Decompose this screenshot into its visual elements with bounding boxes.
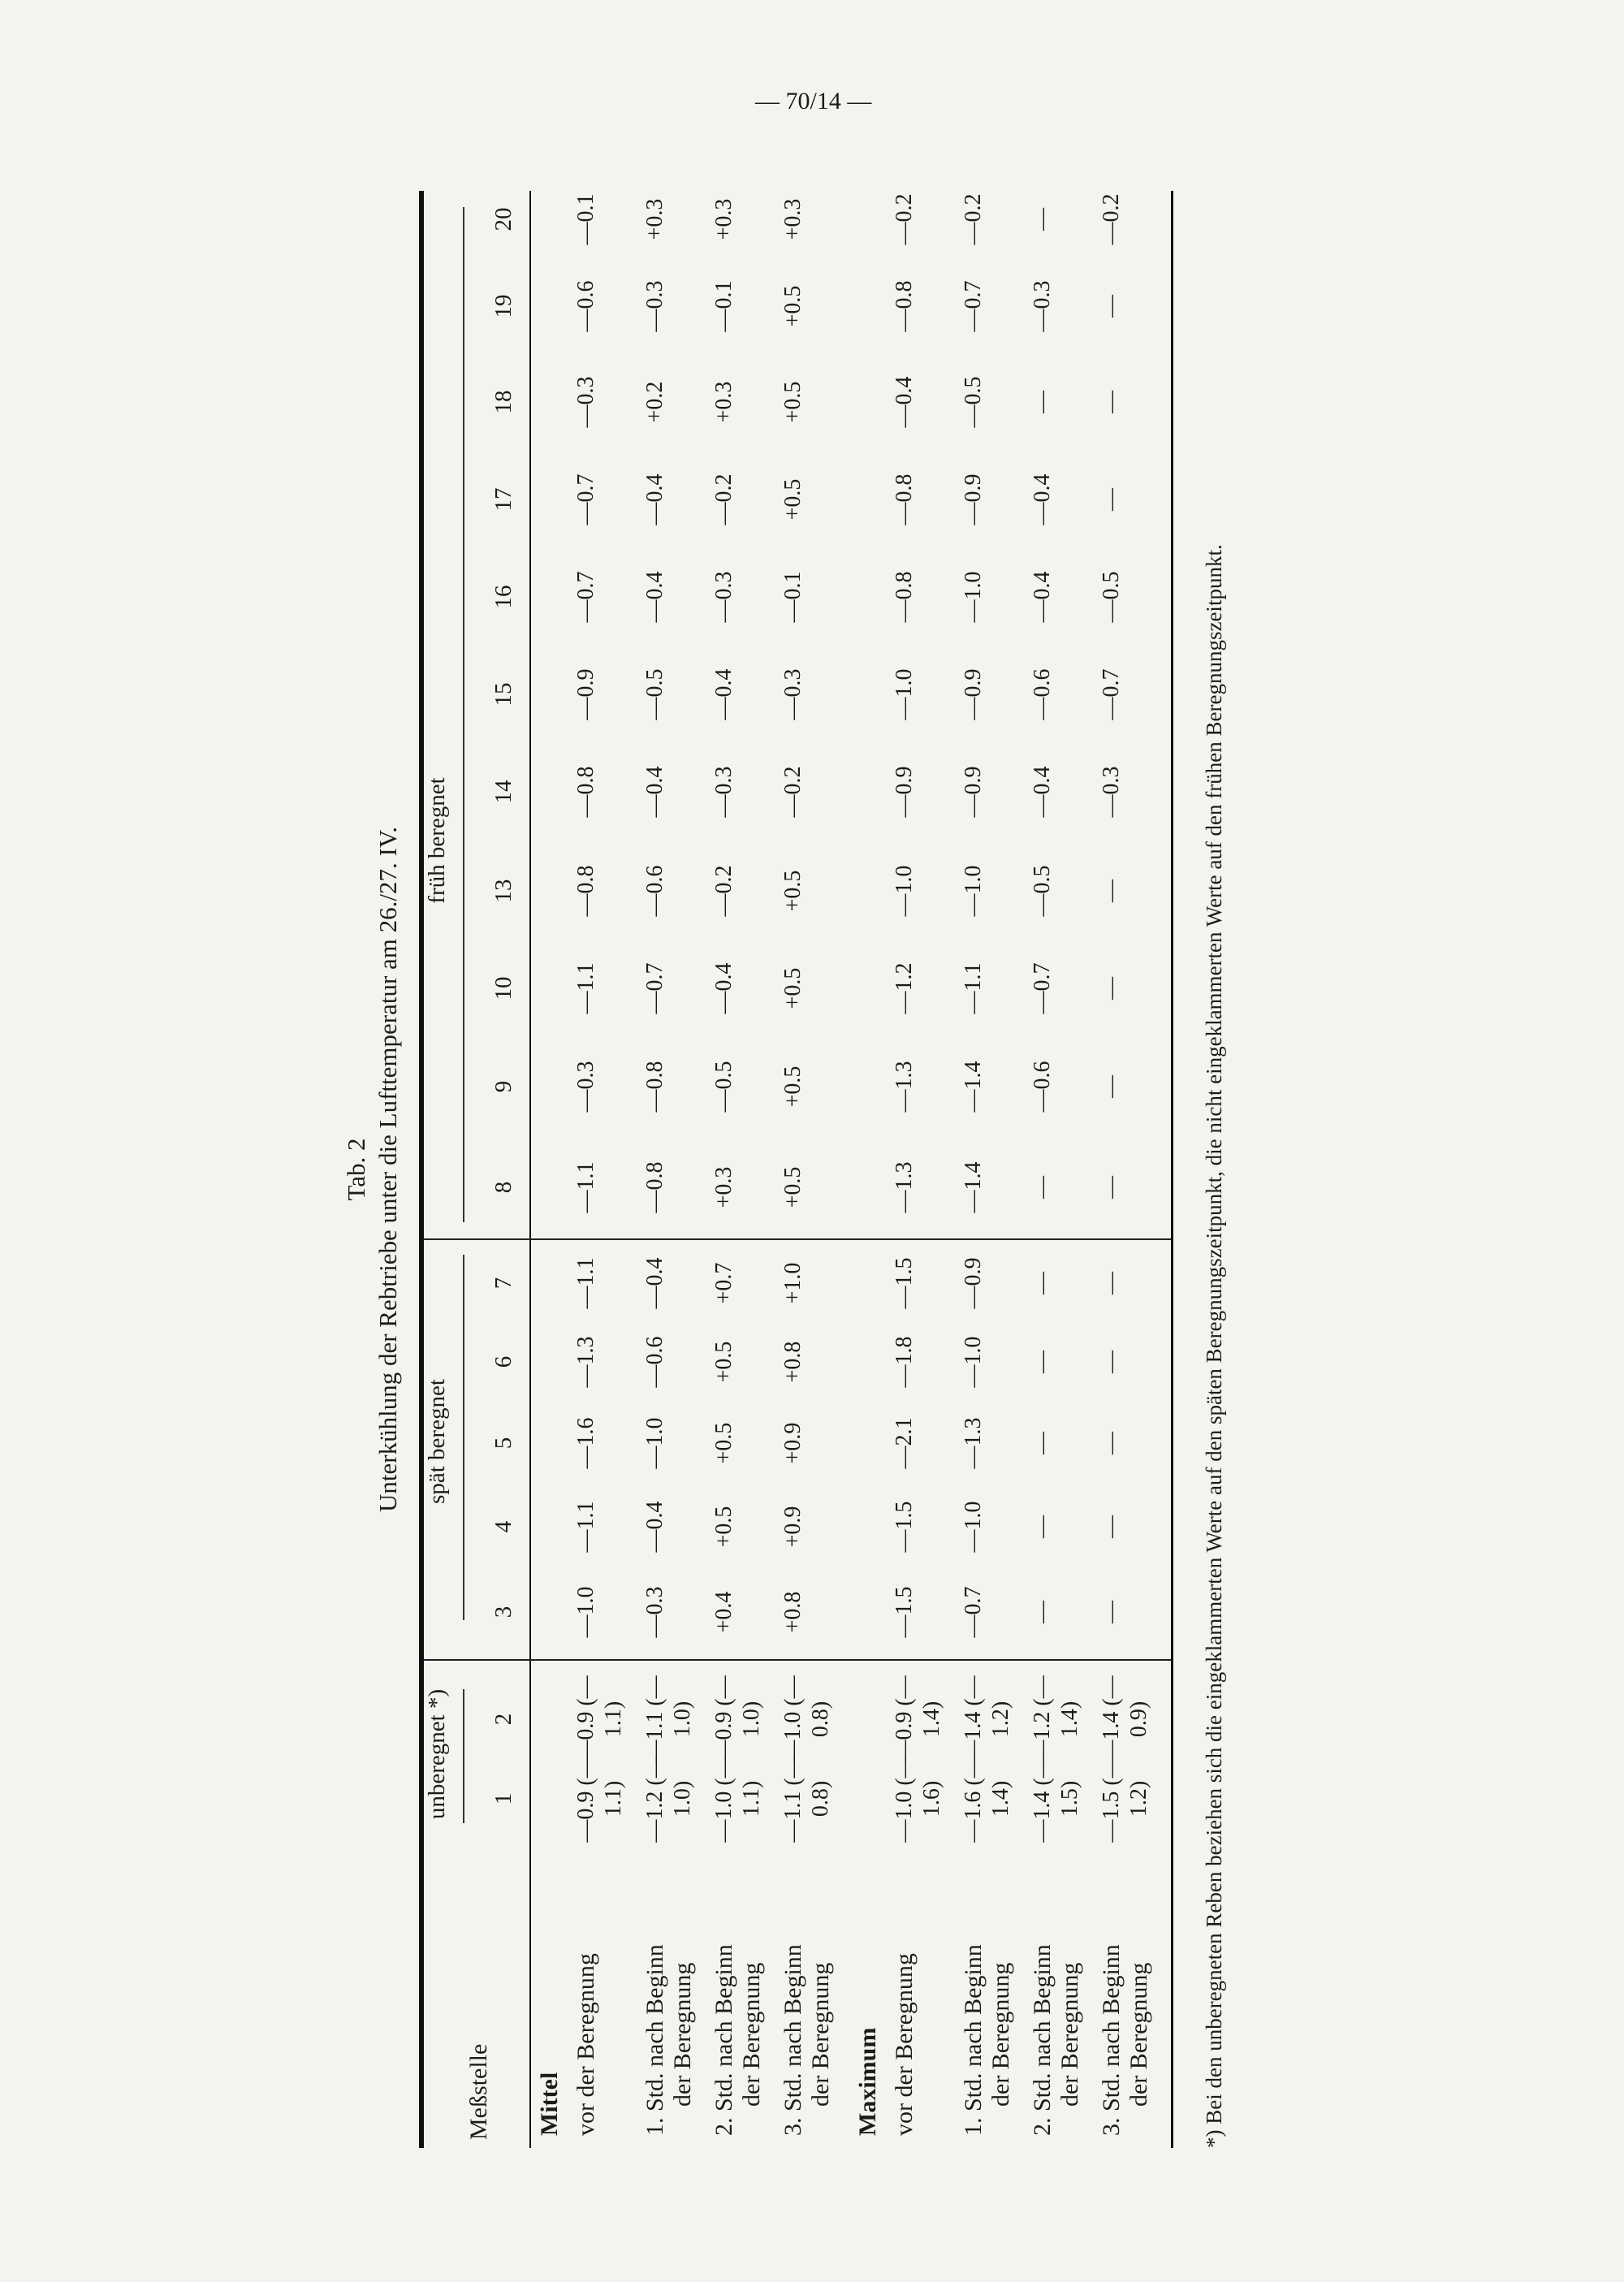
table-cell: —0.4 (642, 1257, 667, 1309)
table-cell: +0.9 (780, 1422, 806, 1464)
table-cell: +0.5 (780, 1166, 806, 1208)
table-cell: —1.1 (—1.0) (642, 1675, 695, 1763)
table-cell: —0.2 (780, 766, 806, 818)
table-cell: —0.7 (573, 571, 598, 623)
table-cell: —0.1 (573, 193, 598, 245)
table-cell: —0.3 (1030, 280, 1055, 332)
table-cell: —1.1 (—0.8) (780, 1755, 833, 1843)
column-number: 5 (490, 1437, 516, 1450)
table-cell: —1.0 (642, 1417, 667, 1469)
table-cell: — (1030, 391, 1055, 413)
table-cell: +0.5 (711, 1341, 736, 1383)
table-cell: —0.3 (711, 766, 736, 818)
table-cell: —0.8 (573, 865, 598, 917)
table-cell: — (1099, 1515, 1124, 1538)
table-cell: —2.1 (892, 1417, 917, 1469)
table-cell: —0.4 (1030, 766, 1055, 818)
row-label-line: 2. Std. nach Beginn (1029, 1944, 1056, 2136)
table-cell: — (1099, 391, 1124, 413)
column-number: 9 (490, 1080, 516, 1093)
table-cell: —0.3 (642, 1586, 667, 1638)
table-cell: +0.5 (780, 1065, 806, 1108)
table-cell: —0.7 (573, 473, 598, 525)
group-label-frueh: früh beregnet (424, 777, 450, 904)
table-cell: —0.7 (1030, 962, 1055, 1014)
table-cell: —0.2 (1099, 193, 1124, 245)
messtelle-header: Meßstelle (465, 2043, 492, 2140)
table-cell: —1.0 (—0.8) (780, 1675, 833, 1763)
table-cell: — (1030, 1272, 1055, 1294)
table-cell: —1.1 (573, 962, 598, 1014)
table-cell: —1.0 (573, 1586, 598, 1638)
table-cell: —1.5 (892, 1586, 917, 1638)
table-cell: —1.0 (961, 1336, 986, 1388)
column-number: 6 (490, 1355, 516, 1368)
table-cell: +0.5 (780, 285, 806, 327)
table-cell: —0.8 (892, 571, 917, 623)
table-cell: —0.9 (—1.1) (573, 1675, 626, 1763)
table-top-rule (419, 191, 424, 2148)
table-cell: —0.3 (711, 571, 736, 623)
row-label (710, 1876, 766, 2136)
table-cell: +0.5 (780, 967, 806, 1009)
row-label-line: 1. Std. nach Beginn (641, 1944, 668, 2136)
table-cell: —0.9 (961, 473, 986, 525)
table-title: Unterkühlung der Rebtriebe unter die Lufttemperatur am 26./27. IV. (374, 827, 402, 1512)
table-cell: — (1030, 1515, 1055, 1538)
column-number: 14 (490, 780, 516, 804)
row-label (641, 1876, 697, 2136)
table-cell: — (1030, 1351, 1055, 1373)
row-label-line: vor der Beregnung (891, 1953, 918, 2136)
table-cell: —1.5 (892, 1257, 917, 1309)
table-cell: —0.3 (642, 280, 667, 332)
row-label-line: der Beregnung (669, 1962, 696, 2107)
row-label (1029, 1876, 1084, 2136)
table-cell: —0.7 (961, 1586, 986, 1638)
row-label (960, 1876, 1015, 2136)
table-cell: —1.0 (961, 1501, 986, 1553)
table-cell: — (1030, 1432, 1055, 1454)
column-number: 16 (490, 585, 516, 609)
table-cell: —0.4 (892, 376, 917, 428)
table-cell: +0.5 (711, 1506, 736, 1548)
table-cell: —0.9 (961, 1257, 986, 1309)
table-cell: —1.0 (961, 865, 986, 917)
table-cell: —0.4 (711, 668, 736, 720)
table-cell: —0.6 (642, 865, 667, 917)
column-number: 2 (490, 1713, 516, 1726)
group-line-frueh (463, 207, 464, 1222)
table-cell: —1.4 (—1.5) (1030, 1755, 1082, 1843)
column-number: 10 (490, 976, 516, 1001)
table-cell: +0.8 (780, 1341, 806, 1383)
table-cell: — (1099, 977, 1124, 1000)
table-cell: —1.6 (—1.4) (961, 1755, 1013, 1843)
column-number: 19 (490, 294, 516, 318)
table-cell: —1.6 (573, 1417, 598, 1469)
table-cell: —1.0 (961, 571, 986, 623)
table-cell: —0.7 (642, 962, 667, 1014)
table-cell: +0.5 (780, 870, 806, 912)
table-cell: —0.9 (961, 668, 986, 720)
table-cell: —0.5 (642, 668, 667, 720)
row-label-line: vor der Beregnung (572, 1953, 599, 2136)
table-cell: —1.3 (892, 1061, 917, 1113)
table-cell: —1.0 (892, 865, 917, 917)
table-cell: +0.3 (780, 198, 806, 240)
row-label-line: der Beregnung (1125, 1962, 1152, 2107)
group-label-unberegnet: unberegnet *) (424, 1688, 450, 1820)
table-cell: —0.7 (1099, 668, 1124, 720)
table-cell: —1.2 (892, 962, 917, 1014)
table-cell: —0.5 (1030, 865, 1055, 917)
table-cell: +0.5 (780, 381, 806, 423)
table-cell: —1.4 (—1.2) (961, 1675, 1013, 1763)
table-cell: —0.6 (642, 1336, 667, 1388)
table-cell: —0.4 (711, 962, 736, 1014)
table-cell: —0.2 (892, 193, 917, 245)
group-label-spaet: spät beregnet (424, 1379, 450, 1504)
table-cell: — (1099, 1601, 1124, 1623)
column-number: 7 (490, 1277, 516, 1290)
table-cell: —0.4 (642, 473, 667, 525)
table-number: Tab. 2 (342, 1138, 370, 1201)
table-cell: —0.2 (711, 865, 736, 917)
row-label (780, 1876, 835, 2136)
table-cell: —1.2 (—1.0) (642, 1755, 695, 1843)
page-number: — 70/14 — (755, 88, 872, 115)
row-label-line: 3. Std. nach Beginn (1098, 1944, 1125, 2136)
section-title: Mittel (536, 2072, 563, 2136)
table-cell: —1.1 (573, 1501, 598, 1553)
table-cell: —1.1 (961, 962, 986, 1014)
table-cell: —0.8 (573, 766, 598, 818)
row-label (572, 1876, 600, 2136)
table-cell: —0.8 (892, 473, 917, 525)
table-cell: —0.5 (1099, 571, 1124, 623)
table-cell: —0.9 (573, 668, 598, 720)
table-cell: — (1099, 488, 1124, 511)
row-label-line: 2. Std. nach Beginn (710, 1944, 737, 2136)
section-title: Maximum (854, 2027, 881, 2136)
table-cell: +0.3 (711, 198, 736, 240)
table-cell: —0.8 (892, 280, 917, 332)
column-number: 20 (490, 207, 516, 231)
column-number: 1 (490, 1792, 516, 1805)
table-cell: —0.4 (1030, 571, 1055, 623)
table-cell: —0.8 (642, 1061, 667, 1113)
table-cell: —1.0 (—1.1) (711, 1755, 764, 1843)
column-number: 13 (490, 879, 516, 903)
table-cell: —0.4 (642, 1501, 667, 1553)
table-cell: —0.3 (573, 1061, 598, 1113)
table-cell: —1.8 (892, 1336, 917, 1388)
table-cell: +0.5 (711, 1422, 736, 1464)
table-cell: —1.3 (961, 1417, 986, 1469)
column-number: 3 (490, 1606, 516, 1619)
row-label-line: der Beregnung (738, 1962, 765, 2107)
table-cell: —0.5 (711, 1061, 736, 1113)
table-cell: — (1099, 1351, 1124, 1373)
table-cell: —1.0 (—1.6) (892, 1755, 944, 1843)
table-cell: — (1099, 1176, 1124, 1199)
group-line-unberegnet (463, 1689, 464, 1823)
row-label-line: der Beregnung (1056, 1962, 1083, 2107)
table-cell: +0.7 (711, 1262, 736, 1304)
table-cell: —1.4 (961, 1161, 986, 1213)
table-cell: —0.9 (—1.0) (711, 1675, 764, 1763)
column-number: 4 (490, 1520, 516, 1533)
table-cell: — (1099, 1432, 1124, 1454)
table-cell: —0.7 (961, 280, 986, 332)
table-cell: —0.1 (711, 280, 736, 332)
table-cell: —0.1 (780, 571, 806, 623)
table-cell: +0.3 (642, 198, 667, 240)
row-label-line: 1. Std. nach Beginn (960, 1944, 987, 2136)
table-cell: — (1030, 1601, 1055, 1623)
table-cell: — (1030, 208, 1055, 231)
table-cell: —0.3 (780, 668, 806, 720)
table-cell: +0.9 (780, 1506, 806, 1548)
table-cell: —1.1 (573, 1161, 598, 1213)
column-number: 8 (490, 1181, 516, 1194)
group-line-spaet (463, 1255, 464, 1620)
table-cell: —1.3 (892, 1161, 917, 1213)
table-cell: —0.2 (711, 473, 736, 525)
table-cell: —0.4 (642, 571, 667, 623)
table-cell: +0.4 (711, 1591, 736, 1633)
table-cell: —1.4 (961, 1061, 986, 1113)
rotated-table-page (341, 191, 1267, 2148)
row-label (1098, 1876, 1153, 2136)
table-bottom-rule (1171, 191, 1173, 2148)
table-caption (341, 191, 404, 2148)
table-cell: —0.9 (—1.4) (892, 1675, 944, 1763)
table-cell: — (1099, 1272, 1124, 1294)
table-cell: +1.0 (780, 1262, 806, 1304)
table-cell: —0.4 (1030, 473, 1055, 525)
row-label-line: 3. Std. nach Beginn (780, 1944, 806, 2136)
table-cell: —1.5 (892, 1501, 917, 1553)
column-number: 15 (490, 682, 516, 707)
table-cell: —0.8 (642, 1161, 667, 1213)
table-footnote: *) Bei den unberegneten Reben beziehen sich die eingeklammerten Werte auf den späten Beregnungszeitpunkt, die nicht eingeklammerten Werte auf den frühen Beregnungszeitpunkt. (1202, 544, 1226, 2148)
row-label-line: der Beregnung (807, 1962, 834, 2107)
table-cell: —0.5 (961, 376, 986, 428)
table-cell: —0.6 (1030, 1061, 1055, 1113)
table-cell: — (1030, 1176, 1055, 1199)
table-cell: —1.5 (—1.2) (1099, 1755, 1151, 1843)
table-cell: +0.3 (711, 381, 736, 423)
table-cell: —0.3 (1099, 766, 1124, 818)
table-cell: —1.0 (892, 668, 917, 720)
table-cell: — (1099, 295, 1124, 318)
row-label-line: der Beregnung (987, 1962, 1014, 2107)
table-cell: +0.8 (780, 1591, 806, 1633)
table-cell: —1.2 (—1.4) (1030, 1675, 1082, 1763)
table-cell: —0.6 (1030, 668, 1055, 720)
table-cell: —0.9 (961, 766, 986, 818)
row-label (891, 1876, 918, 2136)
table-cell: —0.9 (—1.1) (573, 1755, 626, 1843)
table-cell: +0.3 (711, 1166, 736, 1208)
table-cell: +0.5 (780, 478, 806, 521)
table-cell: —0.3 (573, 376, 598, 428)
table-cell: — (1099, 880, 1124, 902)
table-header-rule (529, 191, 531, 2148)
column-number: 18 (490, 390, 516, 414)
table-cell: —1.4 (—0.9) (1099, 1675, 1151, 1763)
table-cell: —1.1 (573, 1257, 598, 1309)
table-cell: — (1099, 1075, 1124, 1098)
table-cell: —0.9 (892, 766, 917, 818)
table-cell: +0.2 (642, 381, 667, 423)
table-cell: —0.4 (642, 766, 667, 818)
table-cell: —0.6 (573, 280, 598, 332)
table-cell: —0.2 (961, 193, 986, 245)
column-number: 17 (490, 487, 516, 512)
table-cell: —1.3 (573, 1336, 598, 1388)
